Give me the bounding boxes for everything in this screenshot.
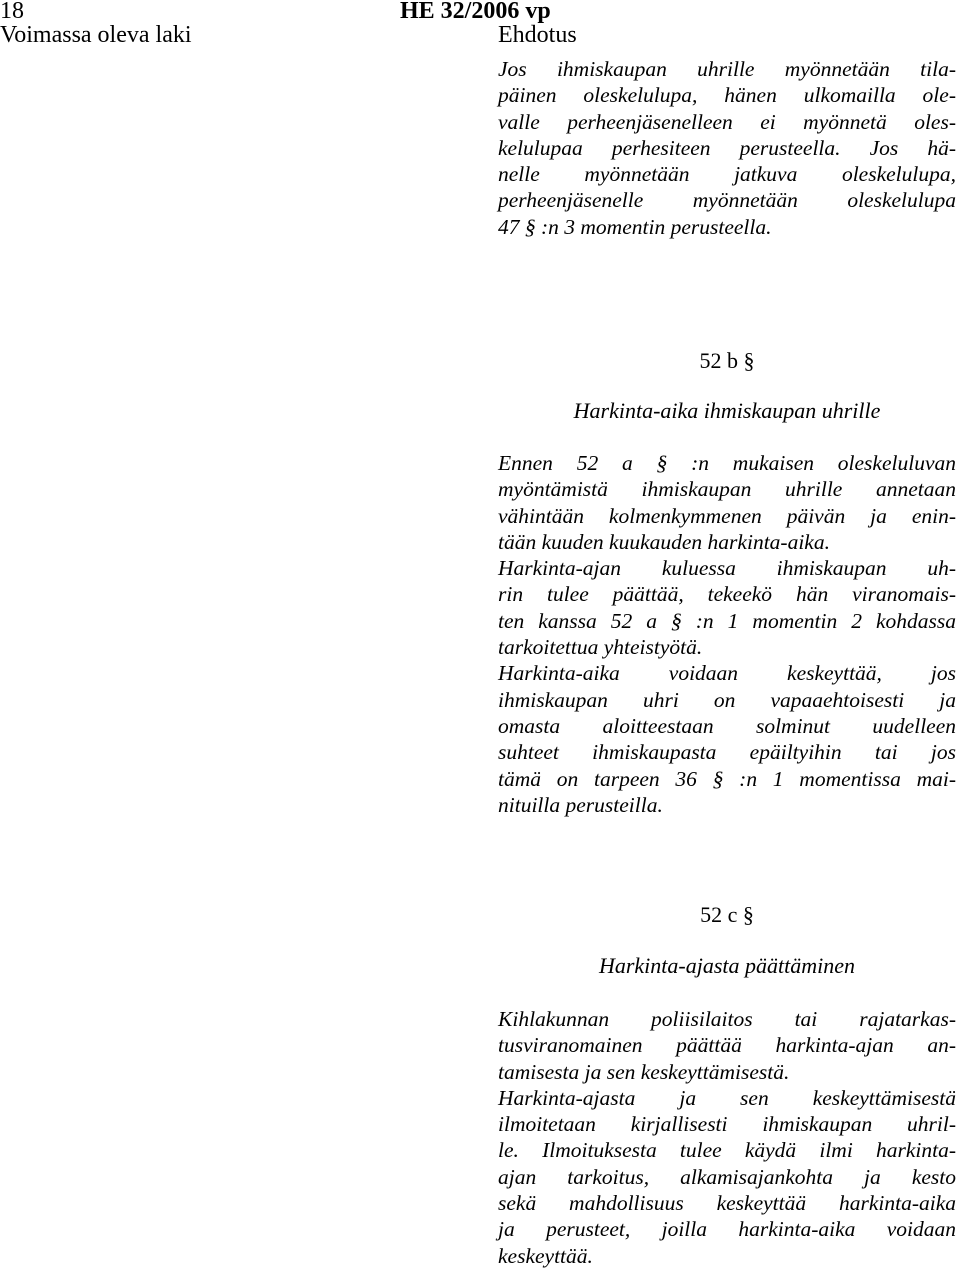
text-line: ilmoitetaan kirjallisesti ihmiskaupan uhril- [498,1112,956,1137]
text-line: nituilla perusteilla. [498,792,663,817]
text-line: Harkinta-aika voidaan keskeyttää, jos [498,661,956,686]
paragraph [498,1006,956,1085]
text-line: nelle myönnetään jatkuva oleskelulupa, [498,162,956,187]
text-line: ajan tarkoitus, alkamisajankohta ja kesto [498,1164,956,1189]
page-number: 18 [0,0,24,24]
paragraph [498,56,956,240]
text-line: sekä mahdollisuus keskeyttää harkinta-aika [498,1191,956,1216]
section-52c-body [498,1006,956,1269]
paragraph [498,660,956,818]
text-line: ten kanssa 52 a § :n 1 momentin 2 kohdassa [498,608,956,633]
text-line: tamisesta ja sen keskeyttämisestä. [498,1059,790,1084]
text-line: le. Ilmoituksesta tulee käydä ilmi harkinta- [498,1138,956,1163]
section-52b-title: Harkinta-aika ihmiskaupan uhrille [573,398,881,423]
paragraph [498,555,956,660]
text-line: tarkoitettua yhteistyötä. [498,635,703,660]
paragraph [498,1085,956,1269]
paragraph [498,450,956,555]
left-column-label: Voimassa oleva laki [0,22,192,48]
text-line: suhteet ihmiskaupasta epäiltyihin tai jos [498,740,956,765]
text-line: perheenjäsenelle myönnetään oleskelulupa [498,188,956,213]
section-52c-number: 52 c § [700,902,754,927]
text-line: omasta aloitteestaan solminut uudelleen [498,713,956,738]
text-line: tämä on tarpeen 36 § :n 1 momentissa mai- [498,766,956,791]
document-id: HE 32/2006 vp [400,0,551,24]
text-line: rin tulee päättää, tekeekö hän viranomais- [498,582,956,607]
text-line: ja perusteet, joilla harkinta-aika voidaan [498,1217,956,1242]
text-line: tusviranomainen päättää harkinta-ajan an- [498,1033,956,1058]
text-line: keskeyttää. [498,1243,593,1268]
text-line: Harkinta-ajasta ja sen keskeyttämisestä [498,1085,956,1110]
text-line: ihmiskaupan uhri on vapaaehtoisesti ja [498,687,956,712]
right-column-label: Ehdotus [498,22,577,48]
section-52c-title: Harkinta-ajasta päättäminen [598,953,856,978]
intro-paragraph [498,56,956,240]
section-52b-number: 52 b § [699,348,755,373]
text-line: Ennen 52 a § :n mukaisen oleskeluluvan [498,451,956,475]
section-52b-body [498,450,956,818]
text-line: Harkinta-ajan kuluessa ihmiskaupan uh- [498,556,956,581]
text-line: kelulupaa perhesiteen perusteella. Jos hä- [498,135,956,160]
text-line: päinen oleskelulupa, hänen ulkomailla ole- [498,83,956,108]
text-line: myöntämistä ihmiskaupan uhrille annetaan [498,477,956,502]
text-line: Jos ihmiskaupan uhrille myönnetään tila- [498,57,956,81]
text-line: vähintään kolmenkymmenen päivän ja enin- [498,503,956,528]
text-line: tään kuuden kuukauden harkinta-aika. [498,529,830,554]
text-line: Kihlakunnan poliisilaitos tai rajatarkas- [498,1007,956,1031]
text-line: 47 § :n 3 momentin perusteella. [498,214,772,239]
text-line: valle perheenjäsenelleen ei myönnetä oles- [498,109,956,134]
